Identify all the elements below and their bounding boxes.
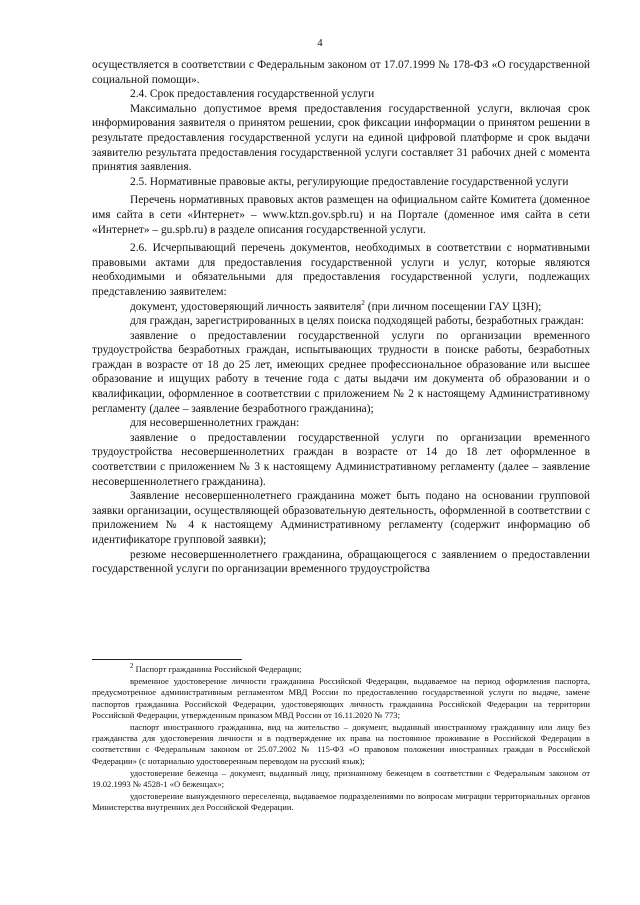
paragraph-minor-application: заявление о предоставлении государственной услуги по организации временного трудоустройства несовершеннолетних граждан в возрасте от 14 до 18 лет оформленное в соответствии с приложением № 3 к настоящему Административному регламенту (далее – заявление несовершеннолетнего гражданина). <box>92 431 590 488</box>
footnotes <box>92 664 590 815</box>
section-heading-2-4: 2.4. Срок предоставления государственной услуги <box>130 88 375 101</box>
footnote-reference: 2 <box>361 298 365 307</box>
footnote-item: паспорт иностранного гражданина, вид на жительство – документ, выданный иностранному гражданину или лицу без гражданства для удостоверения личности и в подтверждение их права на постоянное проживание в Российской Федерации в соответствии с Федеральным законом от 25.07.2002 № 115-ФЗ «О правовом положении иностранных граждан в Российской Федерации» (с нотариально удостоверенным переводом на русский язык); <box>92 722 590 766</box>
paragraph-continuation: осуществляется в соответствии с Федеральным законом от 17.07.1999 № 178-ФЗ «О государственной социальной помощи». <box>92 59 590 86</box>
paragraph-minor-resume: резюме несовершеннолетнего гражданина, обращающегося с заявлением о предоставлении государственной услуги по организации временного трудоустройства <box>92 548 590 576</box>
paragraph-legal-acts: Перечень нормативных правовых актов размещен на официальном сайте Комитета (доменное имя сайта в сети «Интернет» – www.ktzn.gov.spb.ru) и на Портале (доменное имя сайта в сети «Интернет» – gu.spb.ru) в разделе описания государственной услуги. <box>92 194 590 236</box>
footnote-separator <box>92 659 242 660</box>
footnote-item: временное удостоверение личности гражданина Российской Федерации, выдаваемое на период оформления паспорта, предусмотренное административным регламентом МВД России по предоставлению государственной услуги по выдаче, замене паспортов гражданина Российской Федерации, удостоверяющих личность гражданина Российской Федерации на территории Российской Федерации, утвержденным приказом МВД России от 16.11.2020 № 773; <box>92 676 590 720</box>
paragraph-registered-citizens: для граждан, зарегистрированных в целях поиска подходящей работы, безработных граждан: <box>130 315 584 328</box>
identity-document-note: (при личном посещении ГАУ ЦЗН); <box>367 300 542 313</box>
section-heading-2-5: 2.5. Нормативные правовые акты, регулирующие предоставление государственной услуги <box>130 175 569 188</box>
paragraph-unemployed-application: заявление о предоставлении государственной услуги по организации временного трудоустройства безработных граждан, испытывающих трудности в поиске работы, безработных граждан в возрасте от 18 до 25 лет, имеющих среднее профессиональное образование или высшее образование и ищущих работу в течение года с даты выдачи им документа об образовании и о квалификации, оформленное в соответствии с приложением № 2 к настоящему Административному регламенту (далее – заявление безработного гражданина); <box>92 329 590 415</box>
footnote-marker: 2 <box>130 662 134 671</box>
paragraph-section-2-6: 2.6. Исчерпывающий перечень документов, необходимых в соответствии с нормативными правовыми актами для предоставления государственной услуги и услуг, которые являются необходимыми и обязательными для предоставления государственной услуги, подлежащих представлению заявителем: <box>92 242 590 298</box>
page-number: 4 <box>317 38 323 49</box>
identity-document-text: документ, удостоверяющий личность заявителя <box>130 300 362 313</box>
footnote-item: удостоверение беженца – документ, выданный лицу, признанному беженцем в соответствии с Федеральным законом от 19.02.1993 № 4528-1 «О беженцах»; <box>92 767 590 790</box>
paragraph-minors-heading: для несовершеннолетних граждан: <box>130 417 300 430</box>
footnote-item: удостоверение вынужденного переселенца, выдаваемое подразделениями по вопросам миграции территориальных органов Министерства внутренних дел Российской Федерации. <box>92 791 590 813</box>
footnote-item <box>92 664 590 675</box>
paragraph-identity-document <box>92 300 590 315</box>
paragraph-group-request: Заявление несовершеннолетнего гражданина может быть подано на основании групповой заявки организации, осуществляющей образовательную деятельность, оформленной в соответствии с приложением № 4 к настоящему Административному регламенту (содержит информацию об идентификаторе групповой заявки); <box>92 490 590 546</box>
paragraph-service-term: Максимально допустимое время предоставления государственной услуги, включая срок информирования заявителя о принятом решении, срок фиксации информации о принятом решении в результате предоставления государственной услуги на единой цифровой платформе и срок выдачи заявителю результата предоставления государственной услуги составляет 31 рабочих дней с момента принятия заявления. <box>92 102 590 174</box>
body-text <box>92 58 590 577</box>
footnote-text: Паспорт гражданина Российской Федерации; <box>135 664 302 674</box>
